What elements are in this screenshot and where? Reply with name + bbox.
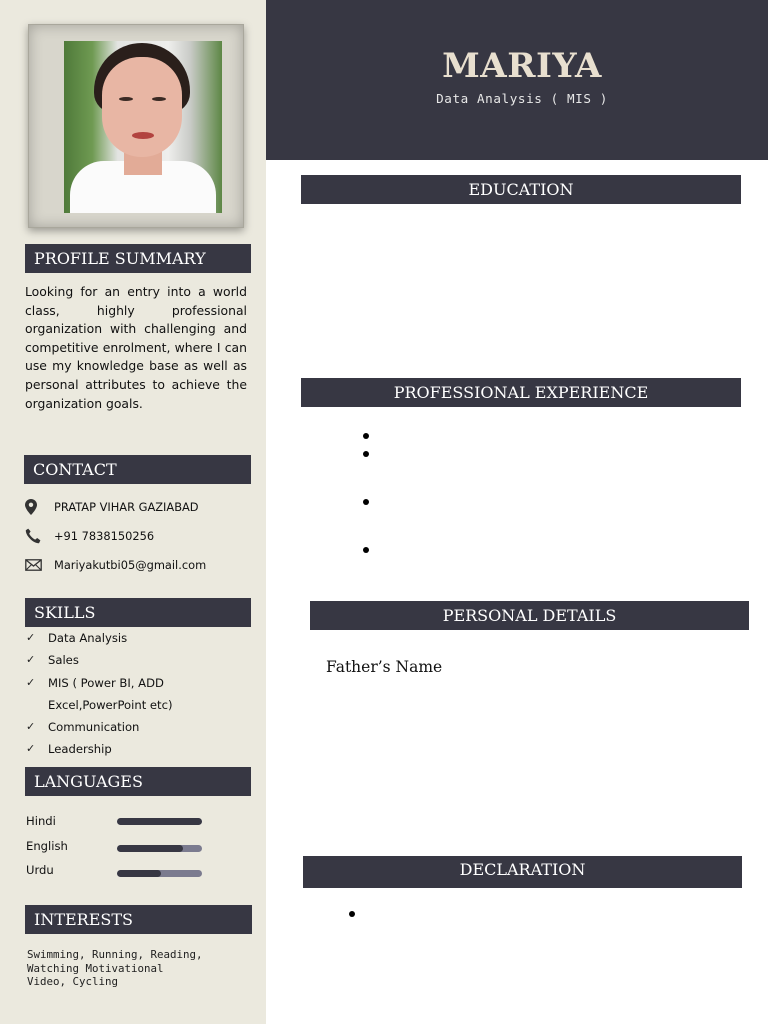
languages-heading: LANGUAGES [25,767,251,796]
education-heading: EDUCATION [301,175,741,204]
contact-email [25,555,206,575]
checkmark-icon: ✓ [26,720,36,733]
envelope-icon [25,559,47,571]
contact-phone [25,526,154,546]
profile-summary-heading: PROFILE SUMMARY [25,244,251,273]
fathers-name-label: Father’s Name [326,658,443,676]
language-name: Hindi [26,814,56,828]
bullet-point [363,433,369,439]
checkmark-icon: ✓ [26,742,36,755]
checkmark-icon: ✓ [26,676,36,689]
candidate-role: Data Analysis ( MIS ) [436,91,608,106]
language-level-bar [117,845,202,852]
checkmark-icon: ✓ [26,631,36,644]
phone-text: +91 7838150256 [54,529,155,543]
language-name: Urdu [26,863,54,877]
language-level-bar [117,870,202,877]
address-text: PRATAP VIHAR GAZIABAD [54,500,199,514]
skill-item: ✓ Data Analysis [26,631,128,645]
checkmark-icon: ✓ [26,653,36,666]
profile-photo-frame [28,24,244,228]
language-name: English [26,839,68,853]
skill-item: ✓ Leadership [26,742,112,756]
phone-icon [25,528,47,544]
location-pin-icon [25,499,47,515]
skill-item-continued: Excel,PowerPoint etc) [48,698,173,712]
bullet-point [363,499,369,505]
skills-heading: SKILLS [25,598,251,627]
personal-details-heading: PERSONAL DETAILS [310,601,749,630]
bullet-point [349,911,355,917]
interests-text: Swimming, Running, Reading, Watching Motivational Video, Cycling [27,948,203,988]
interests-heading: INTERESTS [25,905,252,934]
candidate-name: MARIYA [442,46,602,86]
experience-heading: PROFESSIONAL EXPERIENCE [301,378,741,407]
language-level-bar [117,818,202,825]
profile-photo [64,41,222,213]
contact-address [25,497,199,517]
profile-summary-text: Looking for an entry into a world class, highly professional organization with challenging and competitive enrolment, where I can use my knowledge base as well as personal attributes to achieve the organization goals. [25,284,247,411]
skill-item: ✓ Communication [26,720,140,734]
declaration-heading: DECLARATION [303,856,742,888]
skill-item: ✓ MIS ( Power BI, ADD [26,676,164,690]
email-link[interactable]: Mariyakutbi05@gmail.com [54,558,207,572]
contact-heading: CONTACT [24,455,251,484]
skill-item: ✓ Sales [26,653,79,667]
bullet-point [363,451,369,457]
bullet-point [363,547,369,553]
